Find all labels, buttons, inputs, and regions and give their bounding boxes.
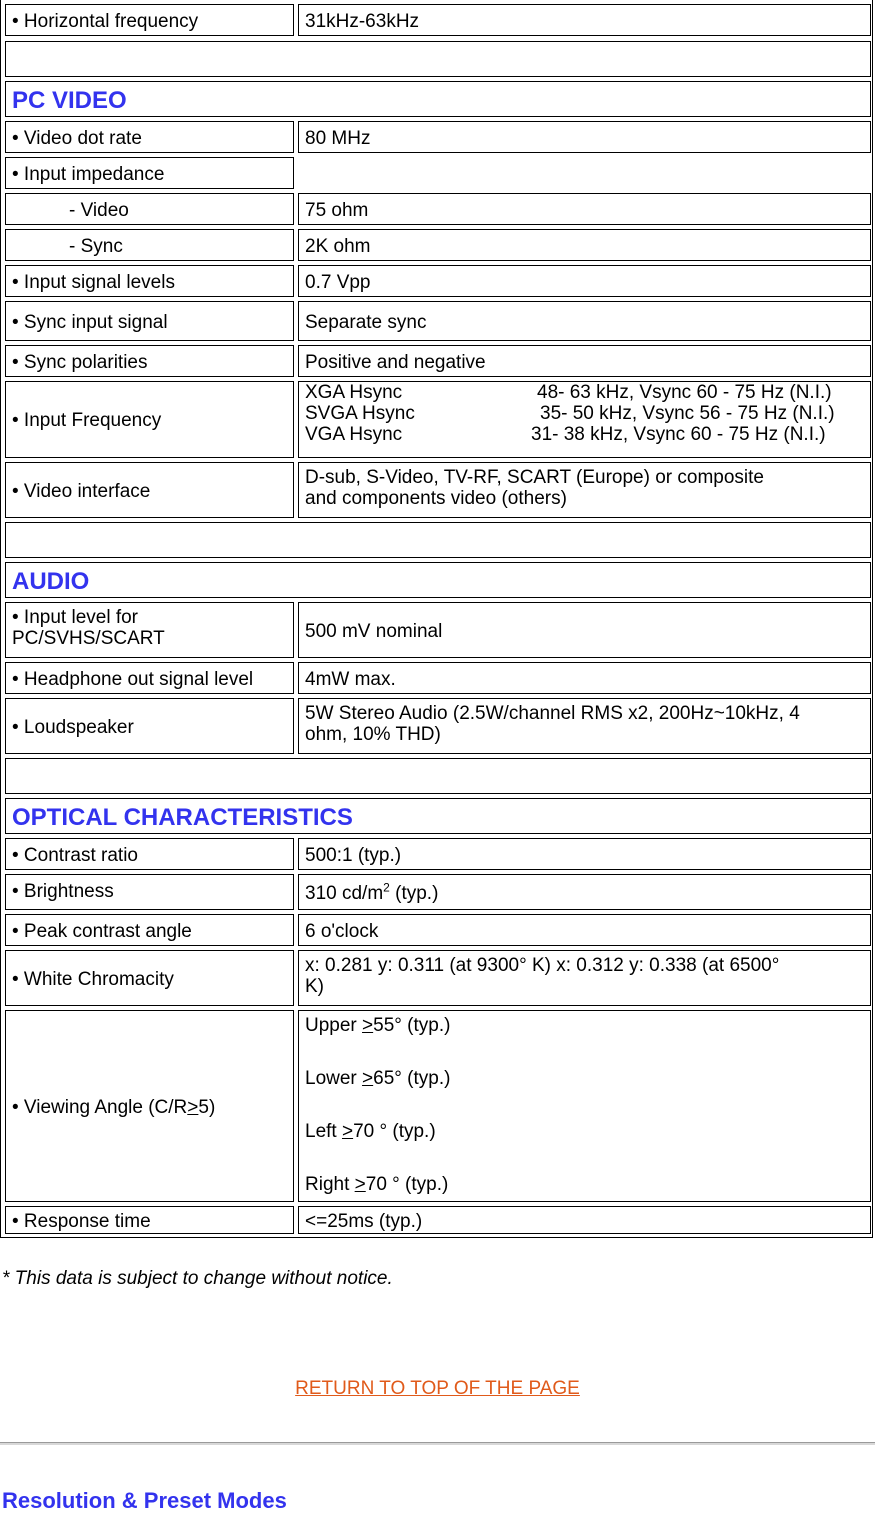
input-signal-levels-label: • Input signal levels (5, 265, 294, 297)
chromacity-line: K) (305, 976, 324, 997)
viewing-angle-upper (305, 1015, 864, 1068)
input-level-label-line: PC/SVHS/SCART (12, 628, 165, 649)
return-to-top-link[interactable]: RETURN TO TOP OF THE PAGE (295, 1378, 580, 1399)
video-interface-line: D-sub, S-Video, TV-RF, SCART (Europe) or composite (305, 467, 764, 488)
viewing-angle-label (5, 1010, 294, 1202)
sync-polarities-value: Positive and negative (298, 345, 871, 377)
freq-spec: 31- 38 kHz, Vsync 60 - 75 Hz (N.I.) (531, 424, 826, 445)
impedance-sync-value: 2K ohm (298, 229, 871, 261)
gte-symbol: > (341, 1121, 354, 1142)
video-interface-value (298, 462, 871, 518)
horizontal-frequency-label: • Horizontal frequency (5, 4, 294, 36)
video-interface-label: • Video interface (5, 462, 294, 518)
input-frequency-value (298, 381, 871, 458)
brightness-number: 310 cd/m (305, 883, 384, 904)
freq-mode: SVGA Hsync (305, 403, 415, 424)
headphone-out-label: • Headphone out signal level (5, 662, 294, 694)
angle-value: 55° (typ.) (373, 1015, 451, 1036)
divider (0, 1442, 875, 1445)
spacer-row (5, 758, 871, 794)
video-interface-line: and components video (others) (305, 488, 567, 509)
response-time-label: • Response time (5, 1206, 294, 1234)
loudspeaker-line: ohm, 10% THD) (305, 724, 441, 745)
contrast-ratio-label: • Contrast ratio (5, 838, 294, 870)
viewing-angle-lower (305, 1068, 864, 1121)
brightness-superscript: 2 (383, 880, 390, 895)
brightness-value (298, 874, 871, 910)
spacer-row (5, 522, 871, 558)
input-signal-levels-value: 0.7 Vpp (298, 265, 871, 297)
freq-mode: XGA Hsync (305, 382, 403, 403)
gte-symbol: > (362, 1015, 374, 1036)
gte-symbol: > (187, 1096, 199, 1118)
audio-header: AUDIO (5, 562, 871, 598)
viewing-angle-right (305, 1174, 864, 1195)
loudspeaker-value (298, 698, 871, 754)
gte-symbol: > (362, 1068, 374, 1089)
peak-contrast-angle-label: • Peak contrast angle (5, 914, 294, 946)
chromacity-line: x: 0.281 y: 0.311 (at 9300° K) x: 0.312 y: 0.338 (at 6500° (305, 955, 780, 976)
brightness-label: • Brightness (5, 874, 294, 910)
brightness-typ: (typ.) (389, 883, 439, 904)
angle-value: 70 ° (typ.) (365, 1174, 449, 1195)
section-title-resolution: Resolution & Preset Modes (2, 1488, 287, 1513)
angle-value: 70 ° (typ.) (353, 1121, 436, 1142)
video-dot-rate-value: 80 MHz (298, 121, 871, 153)
viewing-angle-threshold: 5) (198, 1096, 216, 1118)
input-level-label (5, 602, 294, 658)
white-chromacity-value (298, 950, 871, 1006)
impedance-video-label: - Video (5, 193, 294, 225)
impedance-video-value: 75 ohm (298, 193, 871, 225)
input-level-value: 500 mV nominal (298, 602, 871, 658)
loudspeaker-line: 5W Stereo Audio (2.5W/channel RMS x2, 200Hz~10kHz, 4 (305, 703, 800, 724)
headphone-out-value: 4mW max. (298, 662, 871, 694)
angle-value: 65° (typ.) (373, 1068, 451, 1089)
freq-spec: 48- 63 kHz, Vsync 60 - 75 Hz (N.I.) (537, 382, 832, 403)
freq-mode: VGA Hsync (305, 424, 403, 445)
sync-polarities-label: • Sync polarities (5, 345, 294, 377)
response-time-value: <=25ms (typ.) (298, 1206, 871, 1234)
footnote: * This data is subject to change without notice. (2, 1268, 393, 1289)
viewing-angle-left (305, 1121, 864, 1174)
optical-header: OPTICAL CHARACTERISTICS (5, 798, 871, 834)
loudspeaker-label: • Loudspeaker (5, 698, 294, 754)
freq-line-xga (305, 382, 870, 403)
sync-input-signal-label: • Sync input signal (5, 301, 294, 341)
impedance-sync-label: - Sync (5, 229, 294, 261)
input-impedance-label: • Input impedance (5, 157, 294, 189)
viewing-angle-value (298, 1010, 871, 1202)
gte-symbol: > (354, 1174, 366, 1195)
spacer-row (5, 41, 871, 77)
pc-video-header: PC VIDEO (5, 81, 871, 117)
contrast-ratio-value: 500:1 (typ.) (298, 838, 871, 870)
video-dot-rate-label: • Video dot rate (5, 121, 294, 153)
sync-input-signal-value: Separate sync (298, 301, 871, 341)
freq-line-vga (305, 424, 870, 445)
viewing-angle-text: • Viewing Angle (C/R (12, 1096, 188, 1118)
freq-spec: 35- 50 kHz, Vsync 56 - 75 Hz (N.I.) (540, 403, 835, 424)
angle-direction: Upper (305, 1015, 363, 1036)
input-frequency-label: • Input Frequency (5, 381, 294, 458)
horizontal-frequency-value: 31kHz-63kHz (298, 4, 871, 36)
angle-direction: Lower (305, 1068, 363, 1089)
freq-line-svga (305, 403, 870, 424)
angle-direction: Right (305, 1174, 355, 1195)
peak-contrast-angle-value: 6 o'clock (298, 914, 871, 946)
white-chromacity-label: • White Chromacity (5, 950, 294, 1006)
input-level-label-line: • Input level for (12, 607, 138, 628)
angle-direction: Left (305, 1121, 342, 1142)
